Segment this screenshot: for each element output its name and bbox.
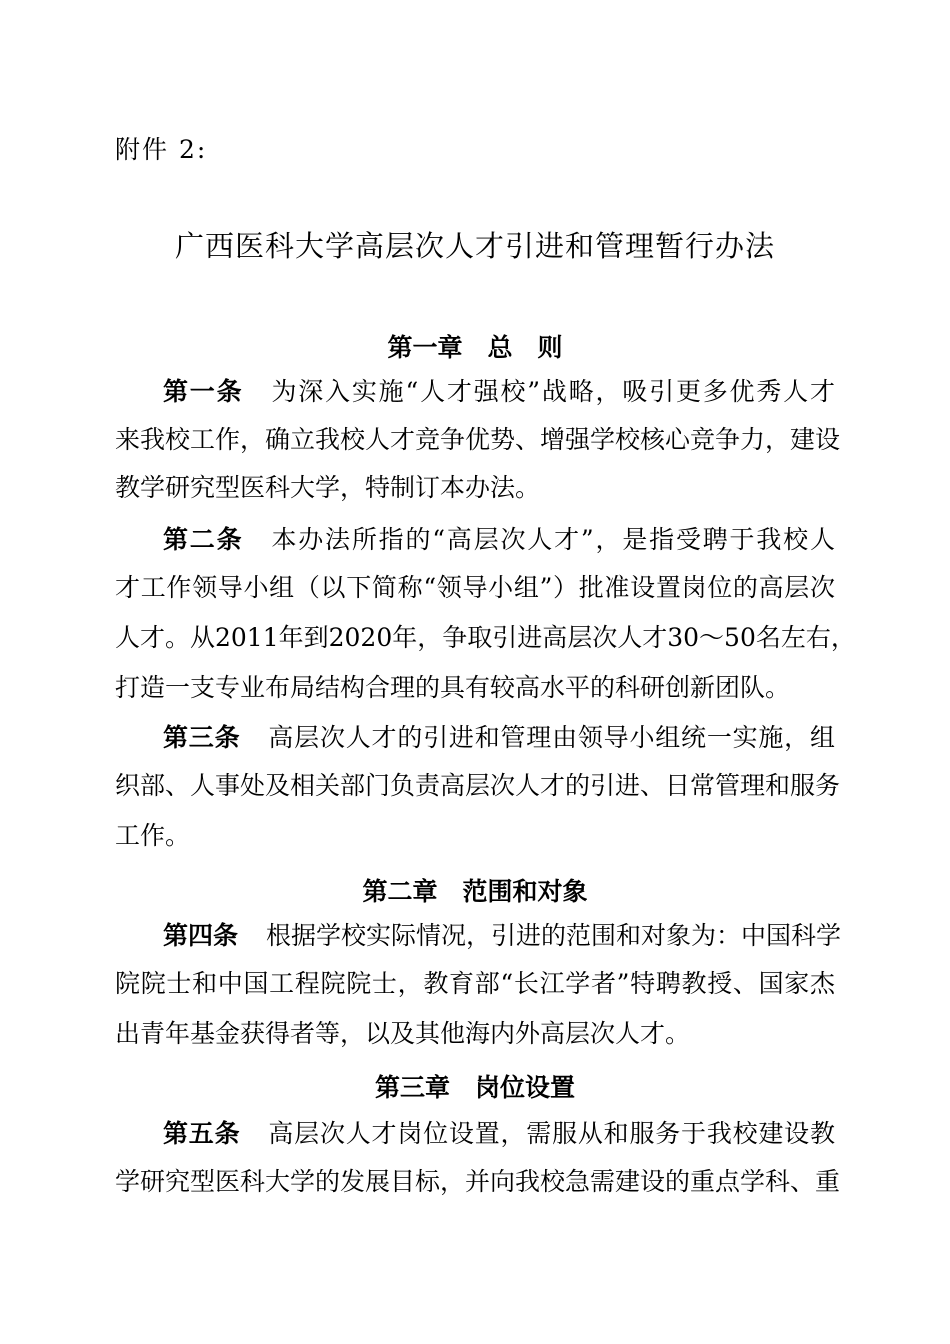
article-number: 第四条 <box>163 921 239 950</box>
article-text: 根据学校实际情况，引进的范围和对象为：中国科学 <box>266 921 842 950</box>
article-3-line-2: 织部、人事处及相关部门负责高层次人才的引进、日常管理和服务 <box>115 771 841 800</box>
article-3-line-3: 工作。 <box>115 821 191 850</box>
article-number: 第三条 <box>163 723 241 752</box>
article-4-line-2: 院院士和中国工程院院士，教育部“长江学者”特聘教授、国家杰 <box>115 969 835 998</box>
attachment-label: 附件 2: <box>115 135 208 164</box>
article-text: 高层次人才岗位设置，需服从和服务于我校建设教 <box>268 1119 835 1148</box>
article-1-line-1 <box>163 368 835 416</box>
article-text: 为深入实施“人才强校”战略，吸引更多优秀人才 <box>271 377 835 406</box>
article-5-line-1 <box>163 1110 835 1158</box>
article-text: 高层次人才的引进和管理由领导小组统一实施，组 <box>268 723 835 752</box>
article-2-line-4: 打造一支专业布局结构合理的具有较高水平的科研创新团队。 <box>115 673 791 702</box>
chapter-heading-3: 第三章 岗位设置 <box>374 1073 575 1102</box>
article-4-line-3: 出青年基金获得者等，以及其他海内外高层次人才。 <box>115 1019 691 1048</box>
article-4-line-1 <box>163 912 842 960</box>
chapter-heading-1: 第一章 总 则 <box>387 333 563 362</box>
article-2-line-2: 才工作领导小组（以下简称“领导小组”）批准设置岗位的高层次 <box>115 573 835 602</box>
article-number: 第五条 <box>163 1119 241 1148</box>
article-number: 第一条 <box>163 377 244 406</box>
article-2-line-3: 人才。从2011年到2020年，争取引进高层次人才30～50名左右， <box>115 623 856 652</box>
document-title: 广西医科大学高层次人才引进和管理暂行办法 <box>174 229 775 263</box>
article-1-line-3: 教学研究型医科大学，特制订本办法。 <box>115 473 541 502</box>
article-2-line-1 <box>163 516 835 564</box>
article-5-line-2: 学研究型医科大学的发展目标，并向我校急需建设的重点学科、重 <box>115 1167 841 1196</box>
article-1-line-2: 来我校工作，确立我校人才竞争优势、增强学校核心竞争力，建设 <box>115 425 841 454</box>
article-text: 本办法所指的“高层次人才”，是指受聘于我校人 <box>271 525 835 554</box>
chapter-heading-2: 第二章 范围和对象 <box>362 877 588 906</box>
article-number: 第二条 <box>163 525 244 554</box>
article-3-line-1 <box>163 714 835 762</box>
